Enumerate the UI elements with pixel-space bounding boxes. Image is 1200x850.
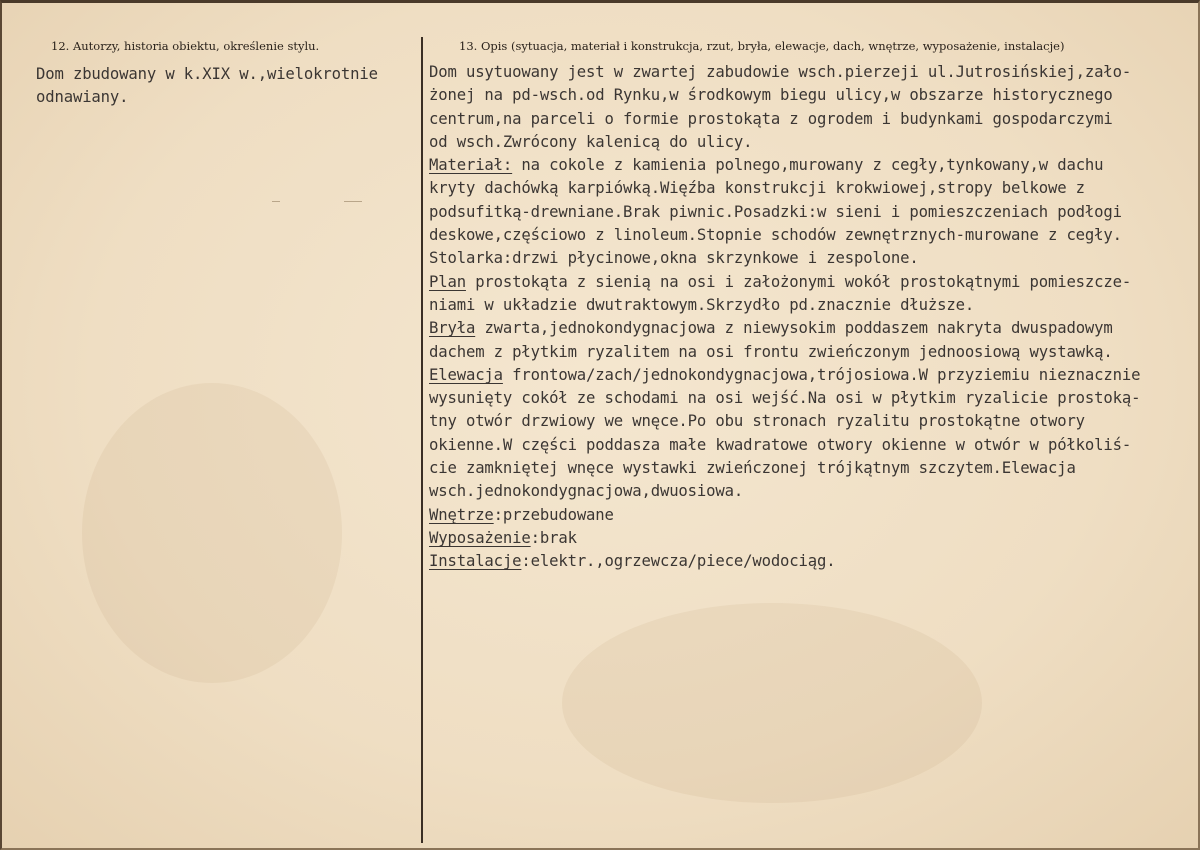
text-line: Bryła zwarta,jednokondygnacjowa z niewysokim poddaszem nakryta dwuspadowym [429,319,1113,338]
text-line: żonej na pd-wsch.od Rynku,w środkowym biegu ulicy,w obszarze historycznego [429,86,1113,105]
instalacje-label: Instalacje [429,552,522,571]
text-line: niami w układzie dwutraktowym.Skrzydło pd.znacznie dłuższe. [429,295,975,314]
material-label: Materiał: [429,156,513,175]
section-13-body [429,61,1140,574]
text-line: wsch.jednokondygnacjowa,dwuosiowa. [429,482,744,501]
pencil-mark [344,201,362,202]
paper-stain [562,603,982,803]
text-line: podsufitką-drewniane.Brak piwnic.Posadzki:w sieni i pomieszczeniach podłogi [429,202,1122,221]
bryla-label: Bryła [429,319,476,338]
text-line: kryty dachówką karpiówką.Więźba konstrukcji krokwiowej,stropy belkowe z [429,179,1085,198]
text-line: Elewacja frontowa/zach/jednokondygnacjowa,trójosiowa.W przyziemiu nieznacznie [429,365,1141,384]
pencil-mark [272,201,280,202]
text-line: okienne.W części poddasza małe kwadratowe otwory okienne w otwór w półkoliś- [429,435,1132,454]
section-12-heading: 12. Autorzy, historia obiektu, określenie stylu. [51,39,320,53]
text-line: Dom zbudowany w k.XIX w.,wielokrotnie [36,65,378,83]
text-line: Dom usytuowany jest w zwartej zabudowie wsch.pierzeji ul.Jutrosińskiej,zało- [429,63,1132,81]
text-line: od wsch.Zwrócony kalenicą do ulicy. [429,132,753,151]
elewacja-label: Elewacja [429,365,503,384]
paper-stain [82,383,342,683]
text-line: Stolarka:drzwi płycinowe,okna skrzynkowe i zespolone. [429,249,919,268]
wyposazenie-label: Wyposażenie [429,528,531,547]
plan-label: Plan [429,272,466,291]
text-line: Wyposażenie:brak [429,528,577,547]
text-line: dachem z płytkim ryzalitem na osi frontu zwieńczonym jednoosiową wystawką. [429,342,1113,361]
text-line: Wnętrze:przebudowane [429,505,614,524]
text-line: tny otwór drzwiowy we wnęce.Po obu stronach ryzalitu prostokątne otwory [429,412,1085,431]
text-line: cie zamkniętej wnęce wystawki zwieńczonej trójkątnym szczytem.Elewacja [429,459,1076,478]
section-13-heading: 13. Opis (sytuacja, materiał i konstrukcja, rzut, bryła, elewacje, dach, wnętrze, wyposażenie, instalacje) [459,39,1065,53]
section-12-body [36,63,378,110]
wnetrze-label: Wnętrze [429,505,494,524]
text-line: wysunięty cokół ze schodami na osi wejść.Na osi w płytkim ryzalicie prostoką- [429,389,1141,408]
text-line: Plan prostokąta z sienią na osi i założonymi wokół prostokątnymi pomieszcze- [429,272,1132,291]
text-line: centrum,na parceli o formie prostokąta z ogrodem i budynkami gospodarczymi [429,109,1113,128]
text-line: deskowe,częściowo z linoleum.Stopnie schodów zewnętrznych-murowane z cegły. [429,226,1122,245]
text-line: Materiał: na cokole z kamienia polnego,murowany z cegły,tynkowany,w dachu [429,156,1104,175]
text-line: odnawiany. [36,88,129,107]
column-divider [421,37,423,843]
text-line: Instalacje:elektr.,ogrzewcza/piece/wodociąg. [429,552,836,571]
